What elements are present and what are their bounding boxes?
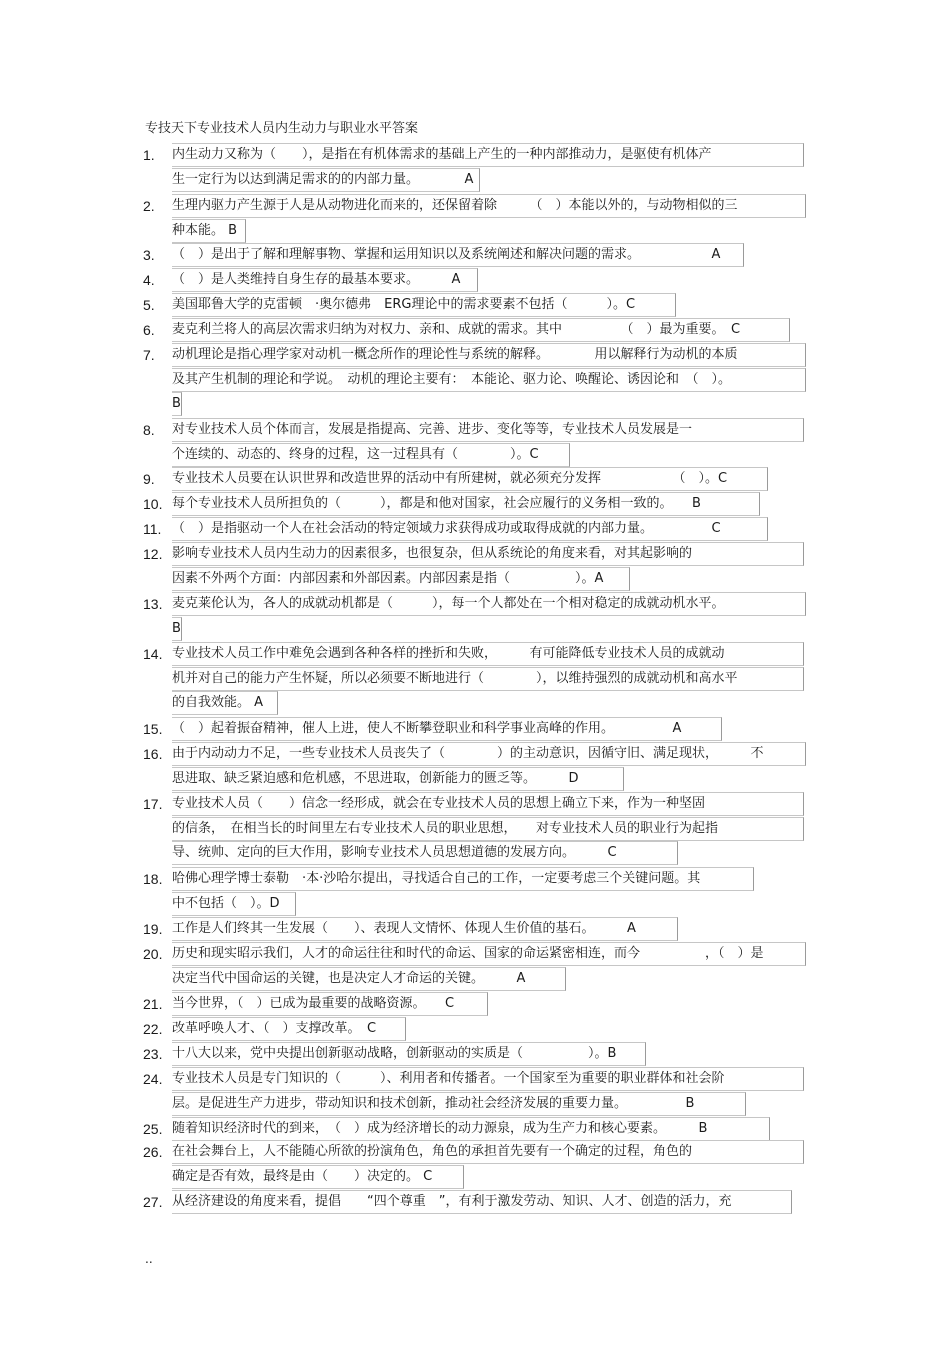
question-number: 24.: [143, 1071, 163, 1087]
question-text-line: 影响专业技术人员内生动力的因素很多，也很复杂，但从系统论的角度来看，对其起影响的: [172, 542, 804, 566]
question-text-line: （ ）是指驱动一个人在社会活动的特定领域力求获得成功或取得成就的内部力量。 C: [172, 517, 768, 541]
question-text-line: 内生动力又称为（ ），是指在有机体需求的基础上产生的一种内部推动力，是驱使有机体产: [172, 143, 804, 167]
question-text-line: 美国耶鲁大学的克雷顿 ·奥尔德弗 ERG理论中的需求要素不包括（ ）。C: [172, 293, 676, 317]
question-text-line: 当今世界，（ ）已成为最重要的战略资源。 C: [172, 992, 488, 1016]
question-text-line: 从经济建设的角度来看，提倡 “四个尊重 ”，有利于激发劳动、知识、人才、创造的活力，充: [172, 1190, 792, 1214]
question-number: 12.: [143, 546, 163, 562]
question-text-line: 因素不外两个方面：内部因素和外部因素。内部因素是指（ ）。A: [172, 567, 630, 591]
question-text-line: 导、统帅、定向的巨大作用，影响专业技术人员思想道德的发展方向。 C: [172, 841, 678, 865]
question-number: 26.: [143, 1144, 163, 1160]
question-text-line: 改革呼唤人才、（ ）支撑改革。 C: [172, 1017, 406, 1041]
question-text-line: 专业技术人员是专门知识的（ ）、利用者和传播者。一个国家至为重要的职业群体和社会阶: [172, 1067, 804, 1091]
question-text-line: 麦克利兰将人的高层次需求归纳为对权力、亲和、成就的需求。其中 （ ）最为重要。 C: [172, 318, 790, 342]
question-number: 6.: [143, 322, 155, 338]
question-text-line: 中不包括（ ）。D: [172, 892, 296, 916]
question-number: 22.: [143, 1021, 163, 1037]
question-text-line: （ ）是出于了解和理解事物、掌握和运用知识以及系统阐述和解决问题的需求。 A: [172, 243, 744, 267]
question-number: 20.: [143, 946, 163, 962]
question-number: 15.: [143, 721, 163, 737]
question-number: 27.: [143, 1194, 163, 1210]
question-number: 17.: [143, 796, 163, 812]
question-number: 25.: [143, 1121, 163, 1137]
document-title: 专技天下专业技术人员内生动力与职业水平答案: [145, 121, 419, 136]
question-text-line: 专业技术人员要在认识世界和改造世界的活动中有所建树，就必须充分发挥 （ ）。C: [172, 467, 768, 491]
question-text-line: 专业技术人员工作中难免会遇到各种各样的挫折和失败， 有可能降低专业技术人员的成就动: [172, 642, 804, 666]
page-footer: ..: [145, 1252, 153, 1266]
question-text-line: 对专业技术人员个体而言，发展是指提高、完善、进步、变化等等，专业技术人员发展是一: [172, 418, 804, 442]
question-text-line: 在社会舞台上，人不能随心所欲的扮演角色，角色的承担首先要有一个确定的过程，角色的: [172, 1140, 804, 1164]
question-text-line: 的自我效能。 A: [172, 691, 278, 715]
question-number: 18.: [143, 871, 163, 887]
question-text-line: 个连续的、动态的、终身的过程，这一过程具有（ ）。C: [172, 443, 570, 467]
question-number: 1.: [143, 147, 155, 163]
question-number: 9.: [143, 471, 155, 487]
question-text-line: 思进取、缺乏紧迫感和危机感，不思进取，创新能力的匮乏等。 D: [172, 767, 624, 791]
question-text-line: 决定当代中国命运的关键，也是决定人才命运的关键。 A: [172, 967, 566, 991]
question-number: 21.: [143, 996, 163, 1012]
question-text-line: 由于内动动力不足，一些专业技术人员丧失了（ ）的主动意识，因循守旧、满足现状， 不: [172, 742, 806, 766]
question-text-line: 生一定行为以达到满足需求的的内部力量。 A: [172, 168, 480, 192]
question-text-line: B: [172, 617, 182, 641]
question-text-line: 哈佛心理学博士泰勒 ·本·沙哈尔提出，寻找适合自己的工作，一定要考虑三个关键问题。其: [172, 867, 754, 891]
question-number: 11.: [143, 521, 162, 537]
question-number: 8.: [143, 422, 155, 438]
question-number: 2.: [143, 198, 155, 214]
question-text-line: 生理内驱力产生源于人是从动物进化而来的，还保留着除 （ ）本能以外的，与动物相似的三: [172, 194, 806, 218]
question-text-line: 及其产生机制的理论和学说。 动机的理论主要有： 本能论、驱力论、唤醒论、诱因论和 （ ）。: [172, 368, 806, 392]
question-text-line: 种本能。 B: [172, 219, 246, 243]
question-text-line: 麦克莱伦认为，各人的成就动机都是（ ），每一个人都处在一个相对稳定的成就动机水平。: [172, 592, 806, 616]
question-text-line: 的信条， 在相当长的时间里左右专业技术人员的职业思想， 对专业技术人员的职业行为起指: [172, 817, 804, 841]
question-text-line: （ ）是人类维持自身生存的最基本要求。 A: [172, 268, 478, 292]
question-number: 5.: [143, 297, 155, 313]
question-number: 23.: [143, 1046, 163, 1062]
question-text-line: 层。是促进生产力进步，带动知识和技术创新，推动社会经济发展的重要力量。 B: [172, 1092, 746, 1116]
question-text-line: 工作是人们终其一生发展（ ）、表现人文情怀、体现人生价值的基石。 A: [172, 917, 678, 941]
question-number: 4.: [143, 272, 155, 288]
question-number: 3.: [143, 247, 155, 263]
question-number: 14.: [143, 646, 163, 662]
question-number: 7.: [143, 347, 155, 363]
question-text-line: 十八大以来，党中央提出创新驱动战略，创新驱动的实质是（ ）。B: [172, 1042, 646, 1066]
question-number: 16.: [143, 746, 163, 762]
question-text-line: 随着知识经济时代的到来， （ ）成为经济增长的动力源泉，成为生产力和核心要素。 B: [172, 1117, 770, 1141]
question-text-line: 历史和现实昭示我们，人才的命运往往和时代的命运、国家的命运紧密相连，而今 ，（ ）是: [172, 942, 806, 966]
question-number: 10.: [143, 496, 163, 512]
question-text-line: 确定是否有效，最终是由（ ）决定的。 C: [172, 1165, 464, 1189]
question-text-line: 专业技术人员（ ）信念一经形成，就会在专业技术人员的思想上确立下来，作为一种坚固: [172, 792, 804, 816]
question-text-line: （ ）起着振奋精神，催人上进，使人不断攀登职业和科学事业高峰的作用。 A: [172, 717, 722, 741]
question-text-line: 机并对自己的能力产生怀疑，所以必须要不断地进行（ ），以维持强烈的成就动机和高水平: [172, 667, 804, 691]
question-text-line: B: [172, 392, 182, 416]
question-number: 13.: [143, 596, 163, 612]
question-text-line: 动机理论是指心理学家对动机一概念所作的理论性与系统的解释。 用以解释行为动机的本质: [172, 343, 806, 367]
question-text-line: 每个专业技术人员所担负的（ ），都是和他对国家，社会应履行的义务相一致的。 B: [172, 492, 760, 516]
question-number: 19.: [143, 921, 163, 937]
